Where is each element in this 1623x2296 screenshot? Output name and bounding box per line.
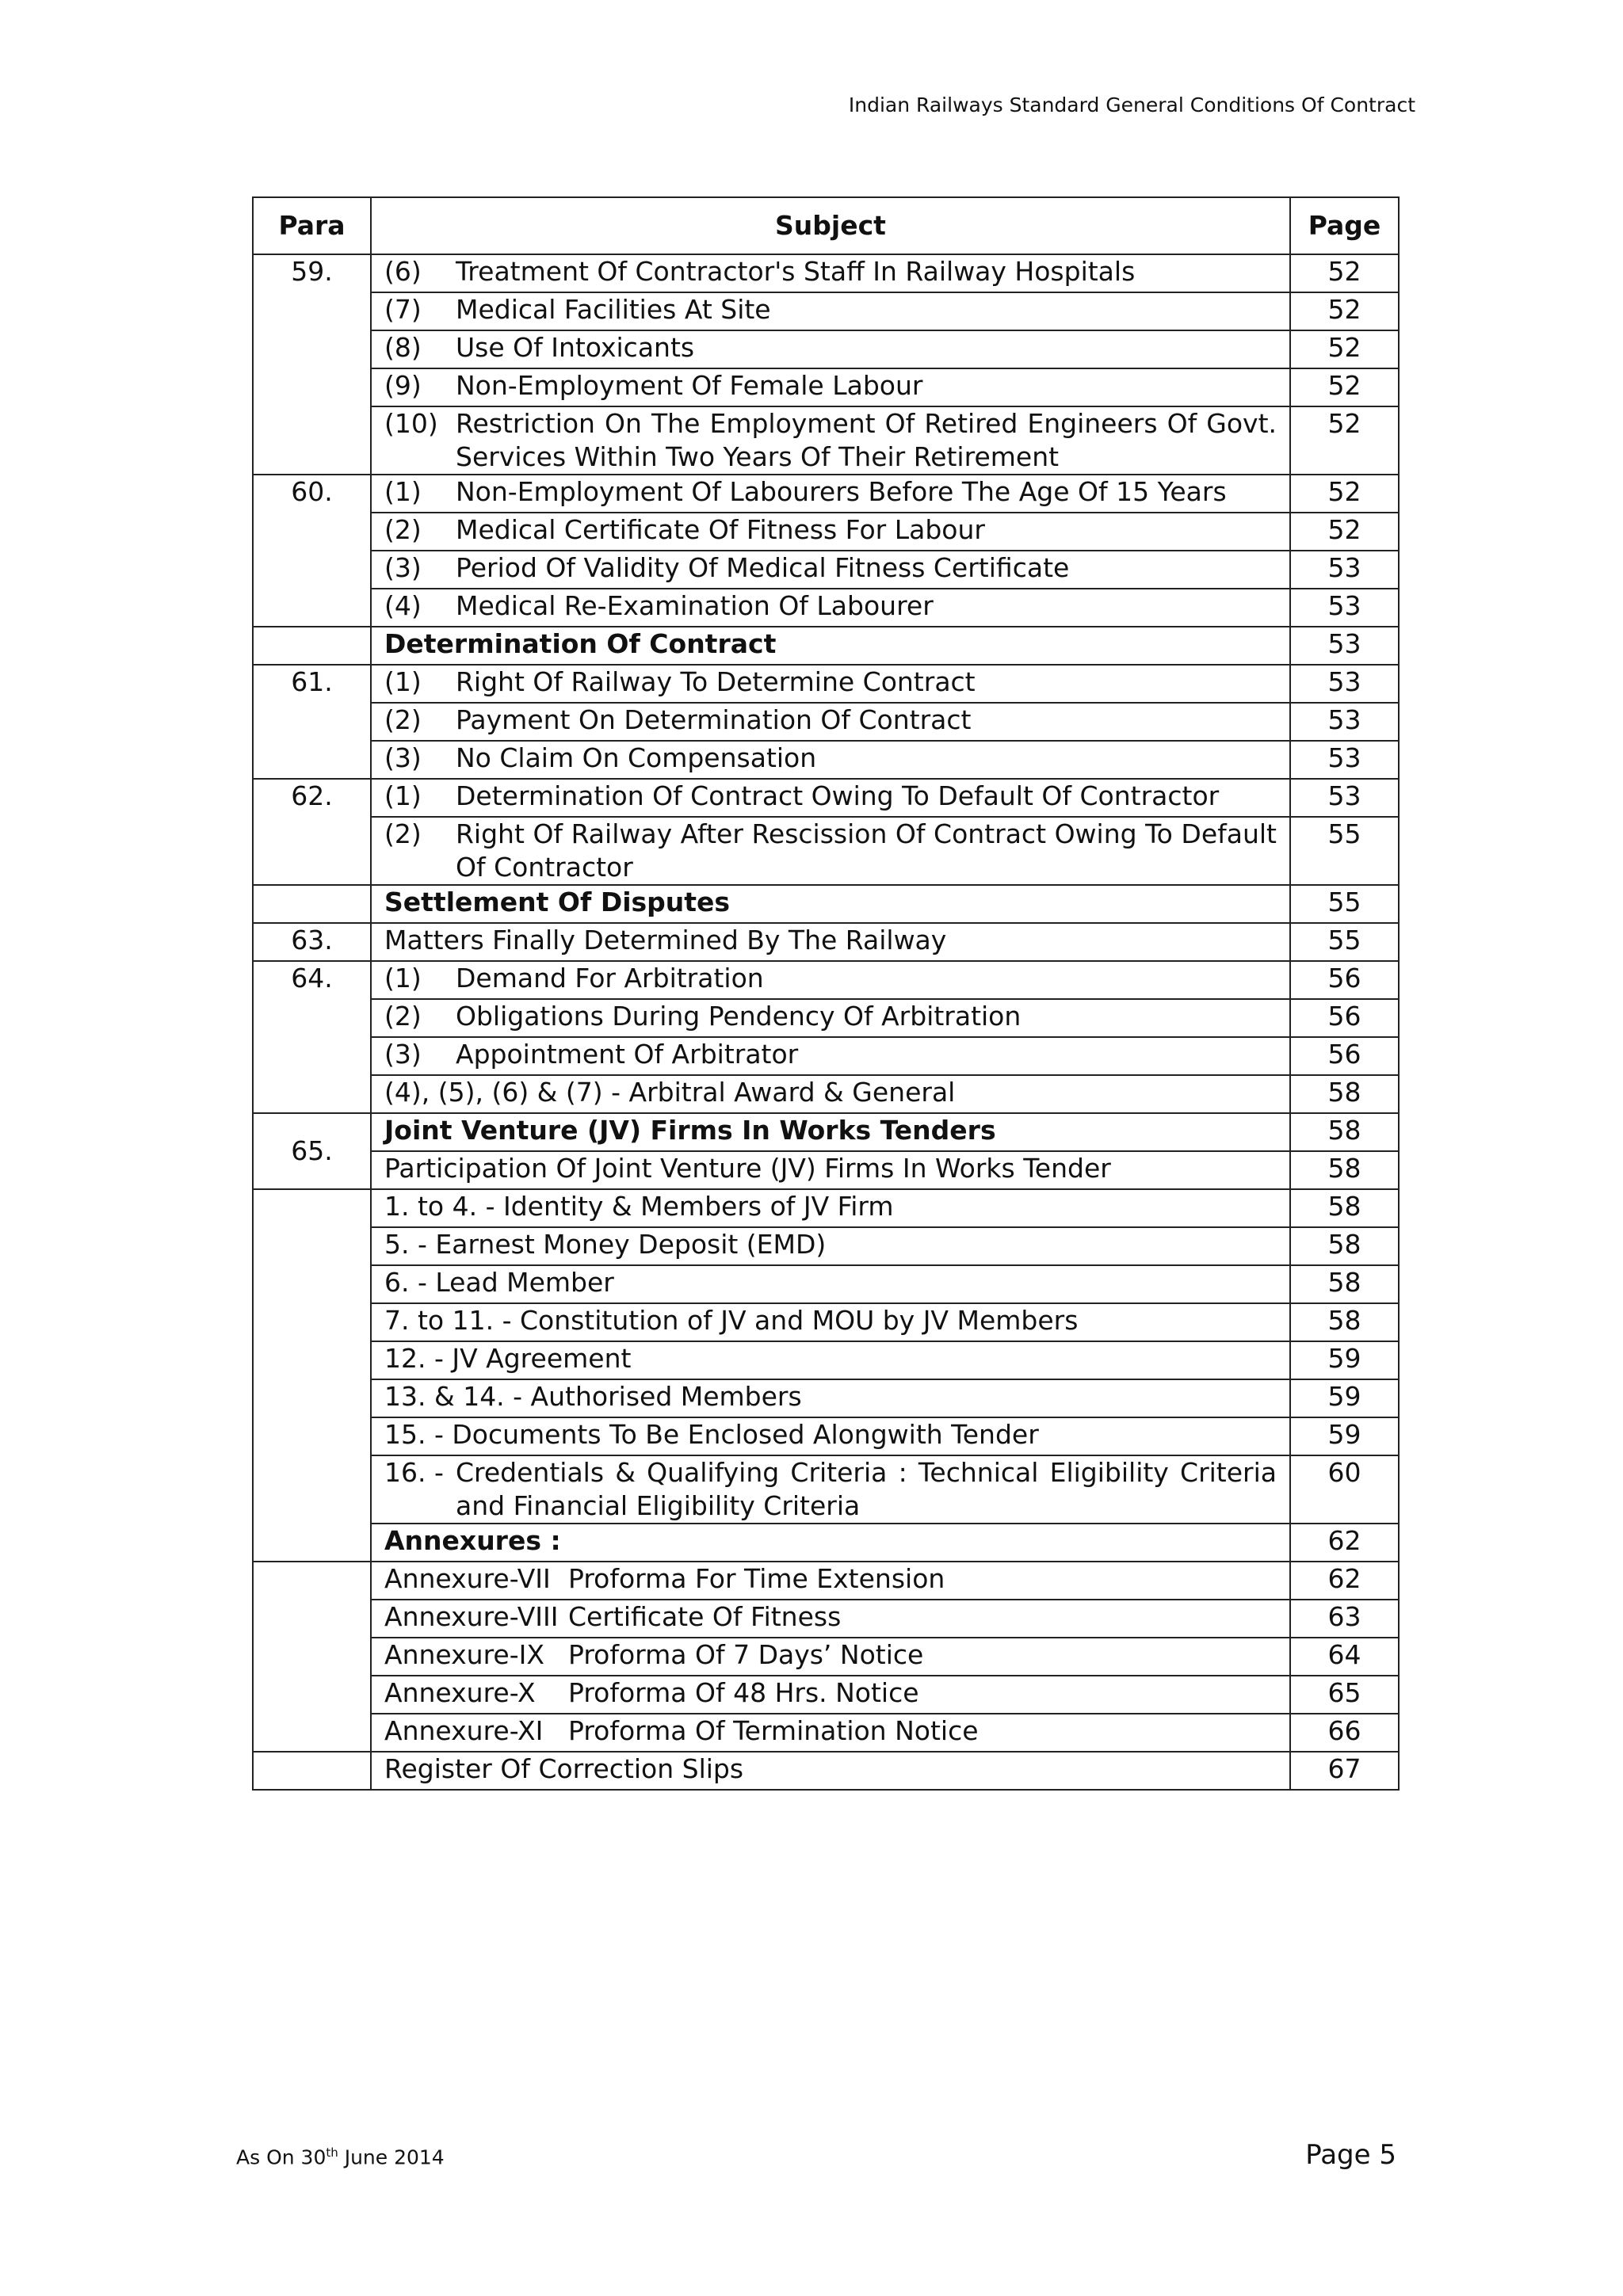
item-number: 16. -	[384, 1457, 444, 1488]
page-number: 53	[1290, 665, 1399, 703]
page-number: 58	[1290, 1151, 1399, 1189]
subject-text: Proforma Of 7 Days’ Notice	[568, 1639, 924, 1670]
subject-text: 6. - Lead Member	[371, 1265, 1290, 1303]
table-row	[253, 1303, 1399, 1341]
table-row	[253, 292, 1399, 330]
para-number	[253, 1562, 371, 1752]
para-number	[253, 627, 371, 665]
subject-text: 7. to 11. - Constitution of JV and MOU by JV Members	[371, 1303, 1290, 1341]
annexure-label: Annexure-XI	[384, 1715, 544, 1746]
para-number: 59.	[253, 254, 371, 475]
para-number	[253, 1752, 371, 1790]
page-number: 60	[1290, 1455, 1399, 1524]
page-number: 53	[1290, 741, 1399, 779]
subject-text: Medical Re-Examination Of Labourer	[456, 590, 934, 621]
section-heading: Determination Of Contract	[371, 627, 1290, 665]
page-number: 59	[1290, 1379, 1399, 1417]
subject-cell	[371, 330, 1290, 368]
document-header: Indian Railways Standard General Conditions Of Contract	[848, 93, 1415, 116]
subject-cell	[371, 999, 1290, 1037]
para-number: 65.	[253, 1113, 371, 1189]
table-row	[253, 1676, 1399, 1714]
item-number: (2)	[384, 514, 422, 545]
page-number: 65	[1290, 1676, 1399, 1714]
page-number: 52	[1290, 254, 1399, 292]
item-number: (2)	[384, 704, 422, 735]
page-column-header: Page	[1290, 197, 1399, 254]
item-number: (3)	[384, 1039, 422, 1070]
item-number: (3)	[384, 742, 422, 773]
subject-text: Participation Of Joint Venture (JV) Firms In Works Tender	[371, 1151, 1290, 1189]
item-number: (1)	[384, 476, 422, 507]
annexure-label: Annexure-VIII	[384, 1601, 559, 1632]
subject-text: Credentials & Qualifying Criteria : Technical Eligibility Criteria and Financial Eligibility Criteria	[456, 1457, 1277, 1521]
page-number: 53	[1290, 551, 1399, 589]
subject-text: Payment On Determination Of Contract	[456, 704, 972, 735]
section-heading-row	[253, 627, 1399, 665]
subject-text: Demand For Arbitration	[456, 963, 764, 994]
subject-text: 13. & 14. - Authorised Members	[371, 1379, 1290, 1417]
subject-column-header: Subject	[371, 197, 1290, 254]
table-row	[253, 254, 1399, 292]
page-number: 53	[1290, 589, 1399, 627]
footer-date-prefix: As On 30	[236, 2145, 327, 2169]
subject-cell	[371, 1037, 1290, 1075]
page-number: 52	[1290, 368, 1399, 406]
subject-text: Proforma For Time Extension	[568, 1563, 945, 1594]
para-number	[253, 1189, 371, 1562]
page-number: 63	[1290, 1600, 1399, 1638]
page-number: 59	[1290, 1341, 1399, 1379]
footer-date	[236, 2145, 445, 2168]
page-number: 52	[1290, 330, 1399, 368]
item-number: (1)	[384, 666, 422, 697]
annexure-label: Annexure-X	[384, 1677, 536, 1708]
subject-text: Proforma Of 48 Hrs. Notice	[568, 1677, 919, 1708]
table-row	[253, 1752, 1399, 1790]
table-row	[253, 1265, 1399, 1303]
table-row	[253, 513, 1399, 551]
page-number: 67	[1290, 1752, 1399, 1790]
subject-cell	[371, 741, 1290, 779]
table-row	[253, 589, 1399, 627]
subject-text: 1. to 4. - Identity & Members of JV Firm	[371, 1189, 1290, 1227]
subject-text: Treatment Of Contractor's Staff In Railway Hospitals	[456, 256, 1136, 287]
table-row	[253, 779, 1399, 817]
subject-cell	[371, 817, 1290, 885]
para-number: 60.	[253, 475, 371, 627]
page-number: 58	[1290, 1075, 1399, 1113]
table-row	[253, 999, 1399, 1037]
page-number: 56	[1290, 961, 1399, 999]
table-header-row	[253, 197, 1399, 254]
page-number: 56	[1290, 1037, 1399, 1075]
page-number: 58	[1290, 1265, 1399, 1303]
section-heading-row	[253, 1524, 1399, 1562]
annexure-label: Annexure-VII	[384, 1563, 551, 1594]
table-row	[253, 1075, 1399, 1113]
section-heading: Annexures :	[371, 1524, 1290, 1562]
table-row	[253, 1638, 1399, 1676]
para-number: 62.	[253, 779, 371, 885]
table-row	[253, 368, 1399, 406]
subject-text: 5. - Earnest Money Deposit (EMD)	[371, 1227, 1290, 1265]
item-number: (4)	[384, 590, 422, 621]
subject-text: Medical Facilities At Site	[456, 294, 771, 325]
subject-text: Restriction On The Employment Of Retired Engineers Of Govt. Services Within Two Years Of Their Retirement	[456, 408, 1277, 472]
item-number: (10)	[384, 408, 438, 439]
page-number: 53	[1290, 627, 1399, 665]
table-row	[253, 1600, 1399, 1638]
subject-cell	[371, 254, 1290, 292]
page-number: 55	[1290, 885, 1399, 923]
item-number: (7)	[384, 294, 422, 325]
table-row	[253, 406, 1399, 475]
table-row	[253, 1562, 1399, 1600]
page-number: 52	[1290, 292, 1399, 330]
subject-cell	[371, 1676, 1290, 1714]
subject-text: Non-Employment Of Female Labour	[456, 370, 923, 401]
subject-cell	[371, 292, 1290, 330]
page-number: 55	[1290, 817, 1399, 885]
page-number: 53	[1290, 779, 1399, 817]
item-number: (3)	[384, 552, 422, 583]
subject-cell	[371, 1562, 1290, 1600]
subject-cell	[371, 368, 1290, 406]
page-number: 58	[1290, 1303, 1399, 1341]
page-number: 62	[1290, 1524, 1399, 1562]
item-number: (6)	[384, 256, 422, 287]
page-number: 64	[1290, 1638, 1399, 1676]
page-number: 62	[1290, 1562, 1399, 1600]
page-number: 59	[1290, 1417, 1399, 1455]
subject-cell	[371, 1714, 1290, 1752]
subject-text: Matters Finally Determined By The Railway	[371, 923, 1290, 961]
table-row	[253, 1037, 1399, 1075]
subject-text: Certificate Of Fitness	[568, 1601, 842, 1632]
section-heading: Settlement Of Disputes	[371, 885, 1290, 923]
contents-table	[252, 196, 1400, 1791]
footer-date-suffix: June 2014	[338, 2145, 445, 2169]
subject-cell	[371, 779, 1290, 817]
table-row	[253, 923, 1399, 961]
subject-cell	[371, 1638, 1290, 1676]
item-number: (9)	[384, 370, 422, 401]
page-number: 58	[1290, 1189, 1399, 1227]
table-row	[253, 1189, 1399, 1227]
para-number: 64.	[253, 961, 371, 1113]
table-row	[253, 330, 1399, 368]
table-row	[253, 1417, 1399, 1455]
page-number: 53	[1290, 703, 1399, 741]
subject-cell	[371, 961, 1290, 999]
table-row	[253, 1379, 1399, 1417]
page-number: 52	[1290, 406, 1399, 475]
subject-text: 12. - JV Agreement	[371, 1341, 1290, 1379]
subject-cell	[371, 589, 1290, 627]
subject-cell	[371, 513, 1290, 551]
annexure-label: Annexure-IX	[384, 1639, 544, 1670]
section-heading-row	[253, 885, 1399, 923]
para-number: 61.	[253, 665, 371, 779]
subject-text: Use Of Intoxicants	[456, 332, 695, 363]
item-number: (1)	[384, 963, 422, 994]
subject-text: Appointment Of Arbitrator	[456, 1039, 799, 1070]
subject-text: Period Of Validity Of Medical Fitness Certificate	[456, 552, 1070, 583]
subject-text: 15. - Documents To Be Enclosed Alongwith Tender	[371, 1417, 1290, 1455]
table-row	[253, 1455, 1399, 1524]
subject-cell	[371, 703, 1290, 741]
table-row	[253, 961, 1399, 999]
subject-text: Non-Employment Of Labourers Before The Age Of 15 Years	[456, 476, 1227, 507]
subject-cell	[371, 406, 1290, 475]
subject-cell	[371, 551, 1290, 589]
page-number-footer: Page 5	[1305, 2139, 1396, 2171]
table-row	[253, 703, 1399, 741]
subject-text: Proforma Of Termination Notice	[568, 1715, 979, 1746]
subject-text: (4), (5), (6) & (7) - Arbitral Award & General	[371, 1075, 1290, 1113]
subject-text: Determination Of Contract Owing To Default Of Contractor	[456, 780, 1220, 811]
page-number: 52	[1290, 475, 1399, 513]
subject-text: Medical Certificate Of Fitness For Labour	[456, 514, 985, 545]
table-row	[253, 665, 1399, 703]
table-row	[253, 1341, 1399, 1379]
page-number: 66	[1290, 1714, 1399, 1752]
table-row	[253, 741, 1399, 779]
subject-text: Right Of Railway To Determine Contract	[456, 666, 976, 697]
table-row	[253, 551, 1399, 589]
subject-cell	[371, 475, 1290, 513]
page-number: 55	[1290, 923, 1399, 961]
para-number	[253, 885, 371, 923]
page-number: 58	[1290, 1113, 1399, 1151]
subject-cell	[371, 1455, 1290, 1524]
subject-cell	[371, 665, 1290, 703]
page-number: 58	[1290, 1227, 1399, 1265]
table-row	[253, 1151, 1399, 1189]
table-row	[253, 1113, 1399, 1151]
section-heading: Joint Venture (JV) Firms In Works Tenders	[371, 1113, 1290, 1151]
footer-date-suffix-sup: th	[326, 2145, 338, 2160]
page-number: 56	[1290, 999, 1399, 1037]
item-number: (1)	[384, 780, 422, 811]
table-row	[253, 817, 1399, 885]
subject-text: No Claim On Compensation	[456, 742, 817, 773]
table-row	[253, 1714, 1399, 1752]
item-number: (2)	[384, 818, 422, 849]
subject-text: Obligations During Pendency Of Arbitration	[456, 1001, 1022, 1032]
subject-text: Right Of Railway After Rescission Of Contract Owing To Default Of Contractor	[456, 818, 1277, 883]
item-number: (8)	[384, 332, 422, 363]
para-number: 63.	[253, 923, 371, 961]
page-number: 52	[1290, 513, 1399, 551]
item-number: (2)	[384, 1001, 422, 1032]
table-row	[253, 1227, 1399, 1265]
subject-cell	[371, 1600, 1290, 1638]
subject-text: Register Of Correction Slips	[371, 1752, 1290, 1790]
table-row	[253, 475, 1399, 513]
para-column-header: Para	[253, 197, 371, 254]
